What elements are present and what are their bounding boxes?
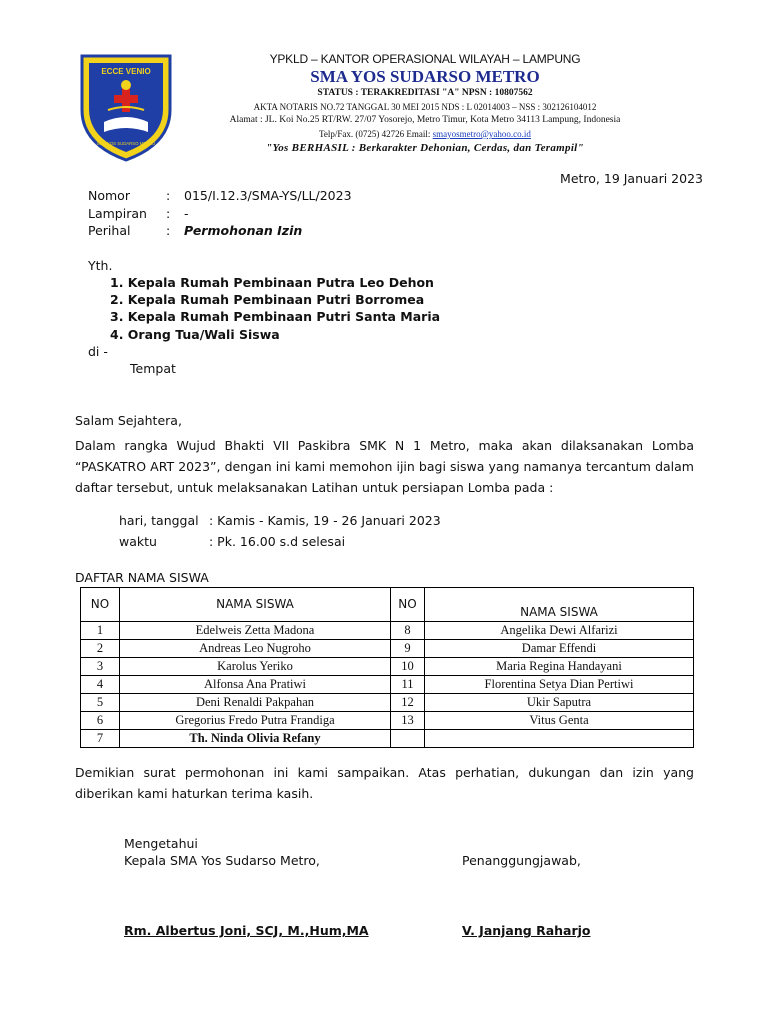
cell-name: Th. Ninda Olivia Refany <box>120 730 391 748</box>
letter-date: Metro, 19 Januari 2023 <box>560 171 703 186</box>
recipient-item: 1. Kepala Rumah Pembinaan Putra Leo Dehon <box>110 275 434 290</box>
col-header-no: NO <box>391 588 425 622</box>
cell-name: Alfonsa Ana Pratiwi <box>120 676 391 694</box>
table-row <box>81 622 694 640</box>
school-name: SMA YOS SUDARSO METRO <box>310 67 540 86</box>
cell-no: 2 <box>81 640 120 658</box>
cell-no: 11 <box>391 676 425 694</box>
cell-no: 8 <box>391 622 425 640</box>
meta-lampiran: Lampiran : - <box>88 206 189 221</box>
org-name: YPKLD – KANTOR OPERASIONAL WILAYAH – LAMPUNG <box>269 52 581 66</box>
cell-no: 3 <box>81 658 120 676</box>
meta-label: Perihal <box>88 223 131 238</box>
logo-motto-text: ECCE VENIO <box>101 67 151 76</box>
schedule-value: : Kamis - Kamis, 19 - 26 Januari 2023 <box>209 513 441 528</box>
cell-name: Gregorius Fredo Putra Frandiga <box>120 712 391 730</box>
cell-name: Angelika Dewi Alfarizi <box>425 622 694 640</box>
table-row <box>81 730 694 748</box>
cell-no: 12 <box>391 694 425 712</box>
cell-name: Edelweis Zetta Madona <box>120 622 391 640</box>
col-header-name: NAMA SISWA <box>425 588 694 622</box>
table-row <box>81 640 694 658</box>
cell-name: Andreas Leo Nugroho <box>120 640 391 658</box>
contact-info <box>170 129 680 139</box>
cell-name: Deni Renaldi Pakpahan <box>120 694 391 712</box>
cell-name: Ukir Saputra <box>425 694 694 712</box>
cell-name: Vitus Genta <box>425 712 694 730</box>
notary-info: AKTA NOTARIS NO.72 TANGGAL 30 MEI 2015 NDS : L 02014003 – NSS : 302126104012 <box>253 102 597 112</box>
recipient-item: 4. Orang Tua/Wali Siswa <box>110 327 280 342</box>
col-header-no: NO <box>81 588 120 622</box>
table-row <box>81 712 694 730</box>
recipient-item: 2. Kepala Rumah Pembinaan Putri Borromea <box>110 292 425 307</box>
recipient-di: di - <box>88 344 108 359</box>
table-row <box>81 658 694 676</box>
recipient-tempat: Tempat <box>130 361 176 376</box>
cell-no: 7 <box>81 730 120 748</box>
schedule-value: : Pk. 16.00 s.d selesai <box>209 534 346 549</box>
meta-label: Nomor <box>88 188 130 203</box>
cell-no <box>391 730 425 748</box>
logo-school-text: SMA YOS SUDARSO METRO <box>96 141 156 146</box>
sig-left-name: Rm. Albertus Joni, SCJ, M.,Hum,MA <box>124 923 369 938</box>
sig-left-title: Kepala SMA Yos Sudarso Metro, <box>124 853 320 868</box>
accreditation-status: STATUS : TERAKREDITASI "A" NPSN : 10807562 <box>317 88 533 98</box>
cell-name: Florentina Setya Dian Pertiwi <box>425 676 694 694</box>
cell-no: 13 <box>391 712 425 730</box>
email-link[interactable]: smayosmetro@yahoo.co.id <box>432 129 531 139</box>
table-row <box>81 694 694 712</box>
meta-value: - <box>184 206 189 221</box>
recipient-item: 3. Kepala Rumah Pembinaan Putri Santa Maria <box>110 309 441 324</box>
phone-text: Telp/Fax. (0725) 42726 Email: <box>319 129 433 139</box>
meta-label: Lampiran <box>88 206 147 221</box>
col-header-name: NAMA SISWA <box>120 588 391 622</box>
cell-no: 4 <box>81 676 120 694</box>
recipient-yth: Yth. <box>88 258 113 273</box>
cell-name: Maria Regina Handayani <box>425 658 694 676</box>
table-row <box>81 676 694 694</box>
greeting: Salam Sejahtera, <box>75 413 182 428</box>
meta-perihal: Perihal : Permohonan Izin <box>88 223 303 238</box>
cell-no: 5 <box>81 694 120 712</box>
sig-right-name: V. Janjang Raharjo <box>462 923 591 938</box>
cell-no: 1 <box>81 622 120 640</box>
sig-right-title: Penanggungjawab, <box>462 853 581 868</box>
cell-name <box>425 730 694 748</box>
body-paragraph: Dalam rangka Wujud Bhakti VII Paskibra SMK N 1 Metro, maka akan dilaksanakan Lomba “PASKATRO ART 2023”, dengan ini kami memohon ijin bagi siswa yang namanya tercantum dalam daftar tersebut, untuk melaksanakan Latihan untuk persiapan Lomba pada : <box>75 438 694 495</box>
cell-no: 10 <box>391 658 425 676</box>
cell-no: 6 <box>81 712 120 730</box>
cell-no: 9 <box>391 640 425 658</box>
school-address: Alamat : JL. Koi No.25 RT/RW. 27/07 Yosorejo, Metro Timur, Kota Metro 34113 Lampung, Indonesia <box>229 115 621 125</box>
table-header-row <box>81 588 694 622</box>
meta-value: Permohonan Izin <box>184 223 303 238</box>
schedule-label: hari, tanggal <box>119 513 199 528</box>
student-table <box>80 587 694 748</box>
schedule-label: waktu <box>119 534 157 549</box>
list-title: DAFTAR NAMA SISWA <box>75 570 209 585</box>
cell-name: Karolus Yeriko <box>120 658 391 676</box>
school-logo <box>78 52 174 162</box>
sig-mengetahui: Mengetahui <box>124 836 198 851</box>
meta-value: 015/I.12.3/SMA-YS/LL/2023 <box>184 188 352 203</box>
school-motto: "Yos BERHASIL : Berkarakter Dehonian, Cerdas, dan Terampil" <box>266 142 584 154</box>
closing-paragraph: Demikian surat permohonan ini kami sampaikan. Atas perhatian, dukungan dan izin yang diberikan kami haturkan terima kasih. <box>75 765 694 801</box>
meta-nomor: Nomor : 015/I.12.3/SMA-YS/LL/2023 <box>88 188 352 203</box>
cell-name: Damar Effendi <box>425 640 694 658</box>
